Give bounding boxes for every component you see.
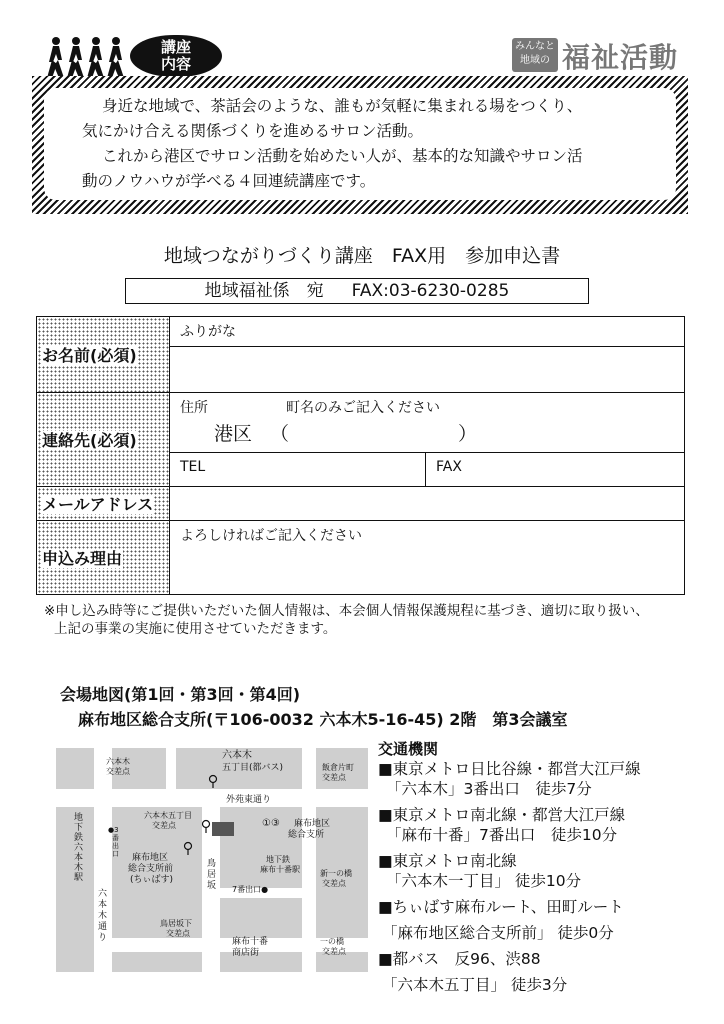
venue-building-icon bbox=[212, 822, 234, 836]
tel-label: TEL bbox=[180, 459, 206, 475]
brand-logo bbox=[512, 38, 682, 72]
intro-text-box bbox=[44, 88, 676, 200]
map-label-shinnohashi: 新一の橋交差点 bbox=[320, 869, 352, 888]
map-label-roppongi-dori: 六本木通り bbox=[98, 889, 108, 943]
venue-address: 麻布地区総合支所(〒106-0032 六本木5-16-45) 2階 第3会議室 bbox=[78, 710, 568, 729]
transit-line: ■ちぃばす麻布ルート、田町ルート bbox=[378, 898, 624, 916]
brand-small-line1: みんなと bbox=[515, 41, 555, 52]
map-label-azabujuban-station: 地下鉄麻布十番駅 bbox=[260, 855, 300, 874]
tel-field[interactable] bbox=[170, 453, 426, 487]
transit-detail: 「六本木五丁目」 徒歩3分 bbox=[382, 976, 568, 994]
contact-label: 連絡先(必須) bbox=[42, 431, 137, 450]
map-venue-marker: ①③ bbox=[262, 818, 280, 829]
fax-destination-box bbox=[125, 278, 589, 304]
venue-map bbox=[56, 748, 368, 972]
transit-line: ■都バス 反96、渋88 bbox=[378, 950, 541, 968]
map-label-iikura: 飯倉片町交差点 bbox=[322, 763, 354, 782]
map-label-bus-stop: 麻布地区総合支所前(ちぃばす) bbox=[128, 853, 174, 885]
map-label-toriizaka: 鳥居坂 bbox=[207, 859, 217, 891]
furigana-hint: ふりがな bbox=[180, 324, 236, 340]
walking-people-icon bbox=[44, 36, 130, 80]
badge-line1: 講座 bbox=[160, 38, 191, 56]
transit-detail: 「麻布地区総合支所前」 徒歩0分 bbox=[382, 924, 614, 942]
map-label-exit3: ●3 番出口 bbox=[108, 826, 119, 858]
email-label: メールアドレス bbox=[42, 495, 154, 514]
map-label-ichinohashi: 一の橋交差点 bbox=[320, 937, 346, 956]
intro-line: 気にかけ合える関係づくりを進めるサロン活動。 bbox=[82, 122, 424, 140]
reason-field[interactable] bbox=[170, 521, 685, 595]
name-label: お名前(必須) bbox=[42, 346, 137, 365]
notice-line: 上記の事業の実施に使用させていただきます。 bbox=[54, 621, 337, 637]
name-label-cell bbox=[37, 317, 170, 393]
application-form-table bbox=[36, 316, 685, 595]
fax-label: FAX bbox=[436, 459, 462, 475]
paren-open: （ bbox=[270, 423, 290, 445]
reason-label: 申込み理由 bbox=[42, 549, 123, 568]
fax-recipient: 地域福祉係 宛 bbox=[204, 281, 324, 301]
address-hint: 住所 bbox=[180, 400, 208, 416]
email-label-cell bbox=[37, 487, 170, 521]
address-note: 町名のみご記入ください bbox=[286, 400, 440, 416]
map-label-toriizaka-shita: 鳥居坂下交差点 bbox=[160, 919, 192, 938]
badge-line2: 内容 bbox=[160, 55, 191, 73]
map-label-azabujuban-street: 麻布十番商店街 bbox=[232, 937, 269, 958]
course-content-badge bbox=[130, 35, 222, 77]
ward-label: 港区 bbox=[214, 423, 253, 445]
map-label-roppongi5: 六本木五丁目(都バス) bbox=[222, 750, 284, 773]
fax-number: FAX:03-6230-0285 bbox=[351, 281, 510, 301]
transit-line: ■東京メトロ南北線・都営大江戸線 bbox=[378, 806, 626, 824]
transit-title: 交通機関 bbox=[378, 740, 439, 758]
map-label-roppongi5-cross: 六本木五丁目交差点 bbox=[144, 811, 192, 830]
reason-hint: よろしければご記入ください bbox=[180, 528, 362, 544]
privacy-notice bbox=[44, 602, 694, 638]
map-venue-name: 麻布地区総合支所 bbox=[288, 819, 331, 840]
transit-info bbox=[378, 738, 698, 995]
transit-line: ■東京メトロ日比谷線・都営大江戸線 bbox=[378, 760, 641, 778]
reason-label-cell bbox=[37, 521, 170, 595]
intro-line: 身近な地域で、茶話会のような、誰もが気軽に集まれる場をつくり、 bbox=[102, 97, 583, 115]
intro-line: これから港区でサロン活動を始めたい人が、基本的な知識やサロン活 bbox=[102, 147, 583, 165]
transit-detail: 「六本木一丁目」 徒歩10分 bbox=[386, 872, 582, 890]
furigana-field[interactable] bbox=[170, 317, 685, 347]
map-label-gaien: 外苑東通り bbox=[226, 795, 272, 805]
brand-small-label bbox=[512, 38, 558, 72]
map-label-exit7: 7番出口● bbox=[232, 885, 269, 894]
venue-heading: 会場地図(第1回・第3回・第4回) bbox=[60, 685, 301, 704]
map-label-roppongi-crossing: 六本木交差点 bbox=[106, 757, 130, 776]
map-label-subway-left: 地下鉄六本木駅 bbox=[74, 813, 84, 883]
transit-detail: 「麻布十番」7番出口 徒歩10分 bbox=[386, 826, 618, 844]
contact-label-cell bbox=[37, 393, 170, 487]
brand-title: 福祉活動 bbox=[562, 41, 679, 74]
notice-line: ※申し込み時等にご提供いただいた個人情報は、本会個人情報保護規程に基づき、適切に取り扱い、 bbox=[44, 603, 649, 619]
intro-line: 動のノウハウが学べる４回連続講座です。 bbox=[82, 172, 376, 190]
email-field[interactable] bbox=[170, 487, 685, 521]
paren-close: ） bbox=[458, 423, 478, 445]
brand-small-line2: 地域の bbox=[520, 55, 550, 66]
fax-field[interactable] bbox=[426, 453, 685, 487]
name-field[interactable] bbox=[170, 347, 685, 393]
transit-detail: 「六本木」3番出口 徒歩7分 bbox=[386, 780, 592, 798]
address-field[interactable] bbox=[170, 393, 685, 453]
form-title: 地域つながりづくり講座 FAX用 参加申込書 bbox=[163, 245, 561, 267]
transit-line: ■東京メトロ南北線 bbox=[378, 852, 517, 870]
